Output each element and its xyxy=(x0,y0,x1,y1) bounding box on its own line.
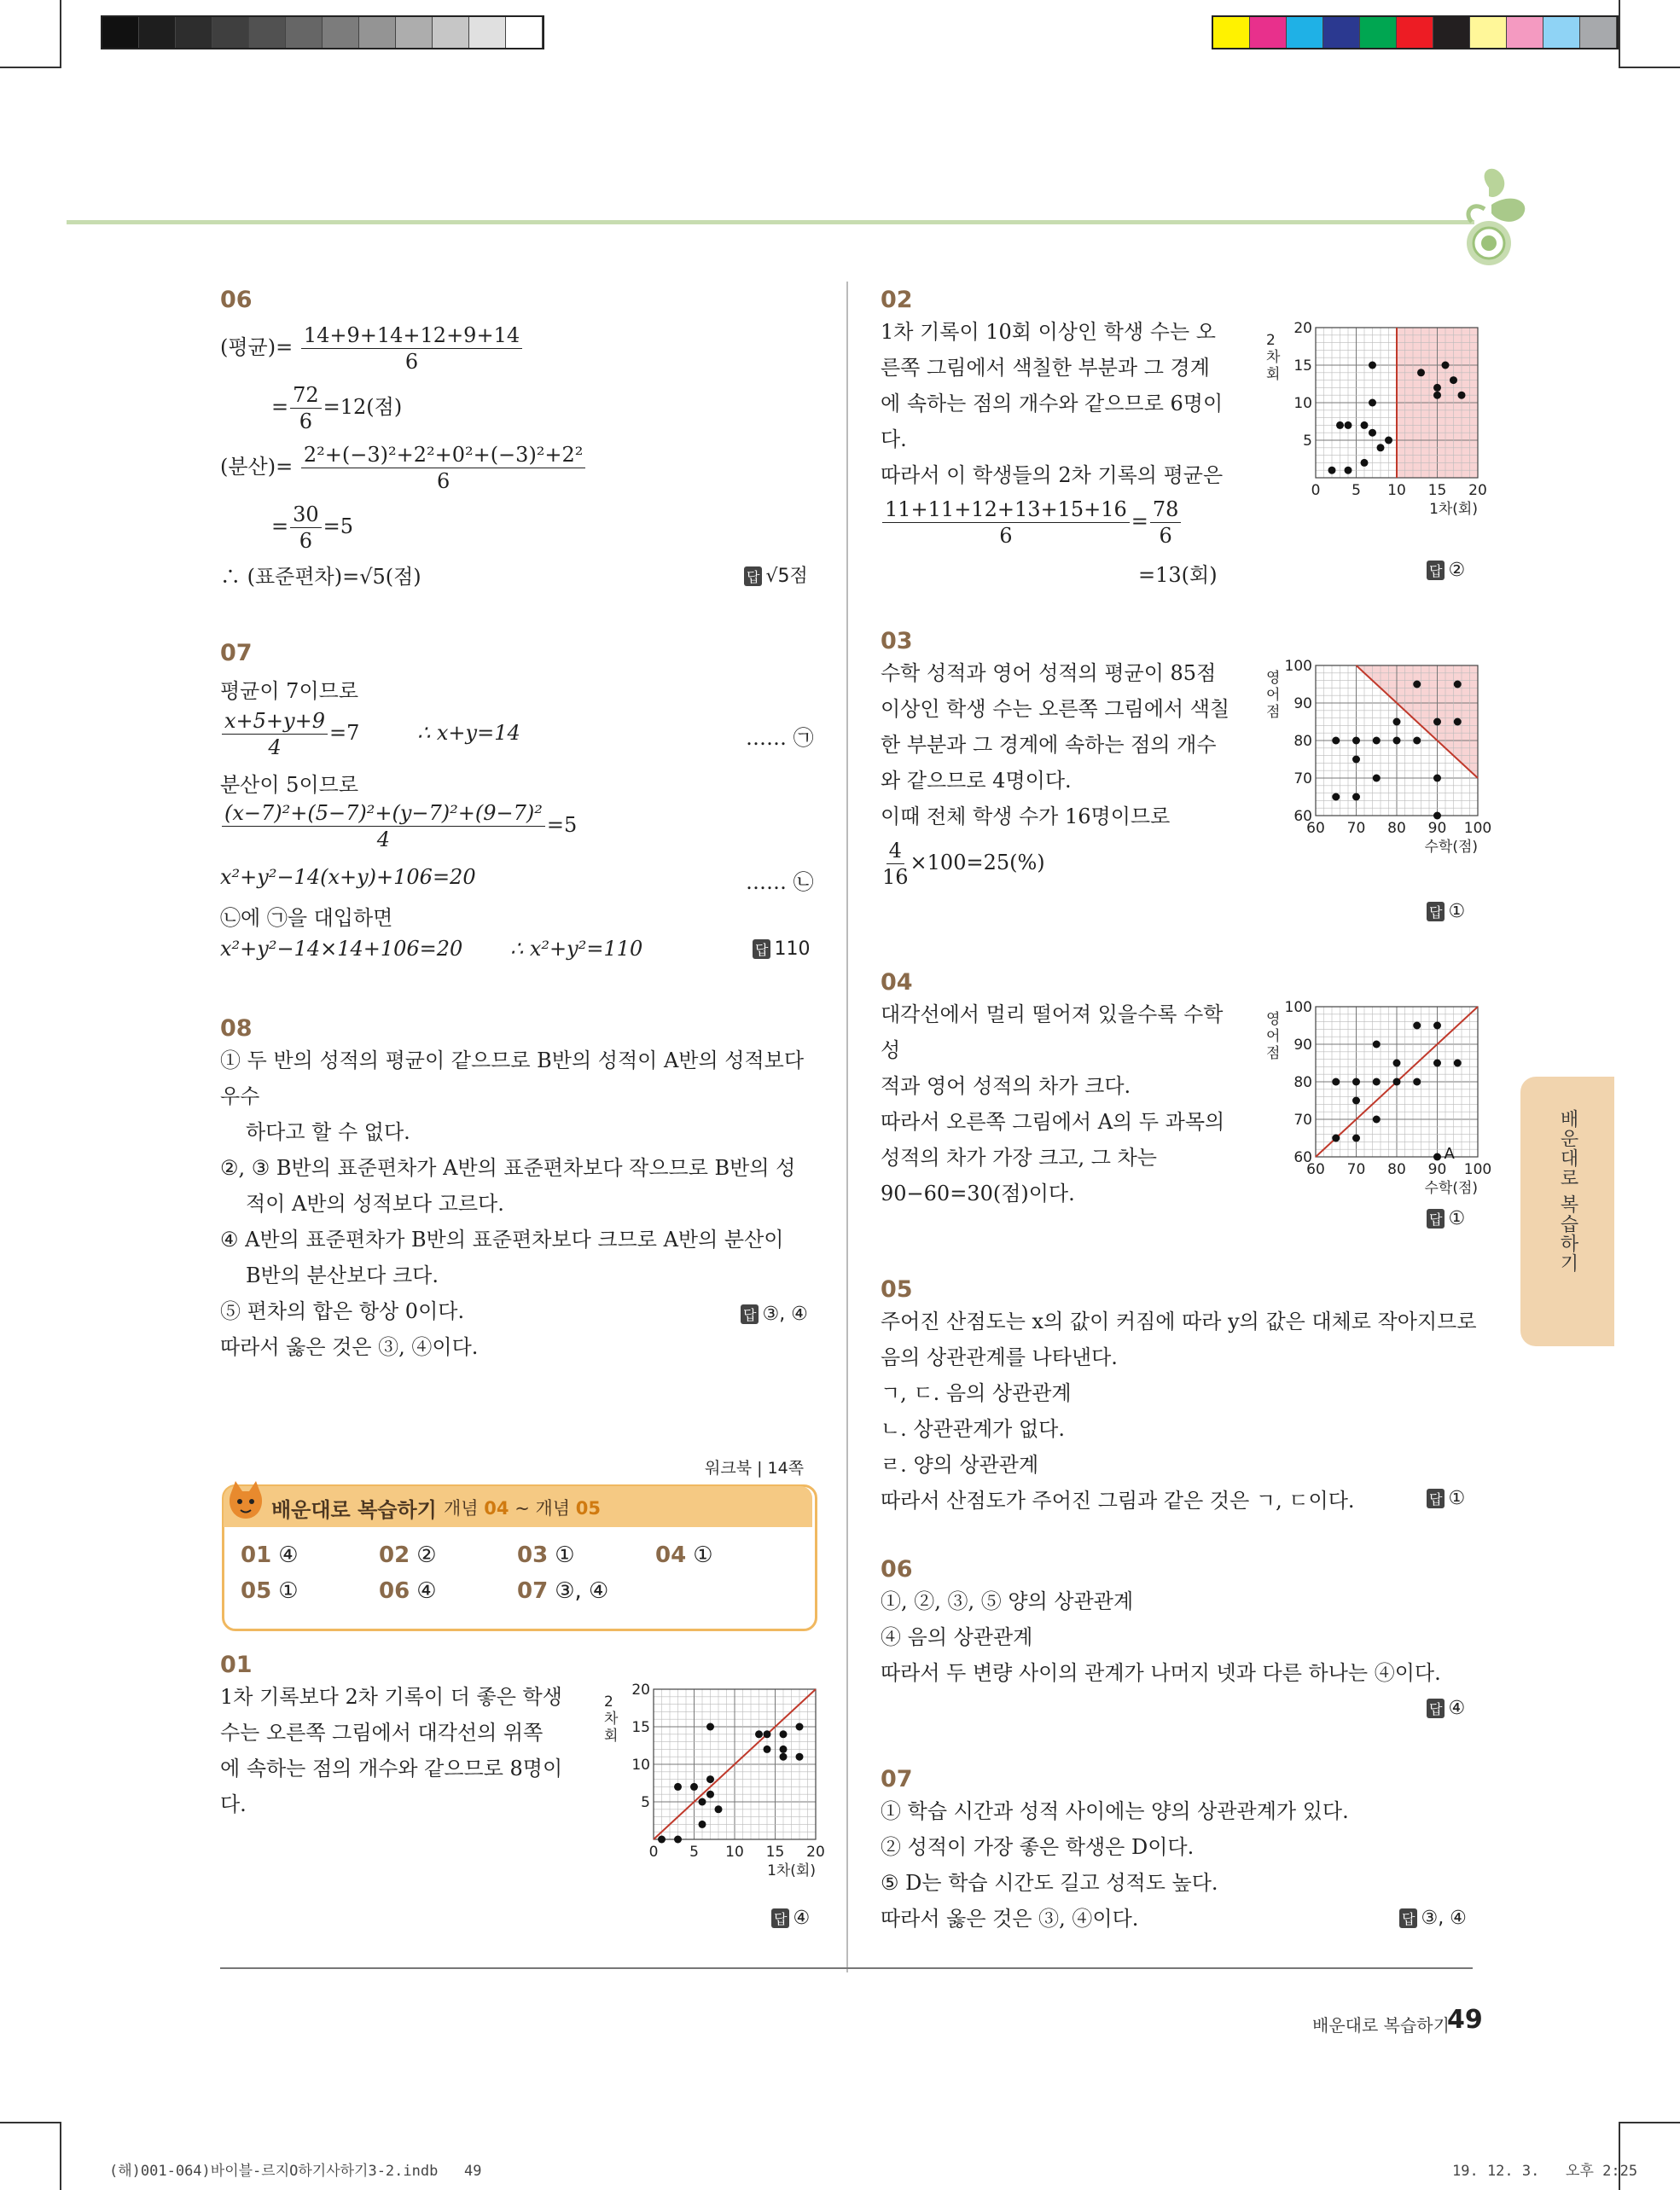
problem-number: 07 xyxy=(881,1766,913,1792)
data-point xyxy=(764,1730,771,1738)
text-line: 따라서 옳은 것은 ③, ④이다. xyxy=(881,1907,1139,1931)
data-point xyxy=(1377,444,1385,451)
data-point xyxy=(1458,392,1466,399)
problem-number: 02 xyxy=(881,287,913,313)
answer-icon: 답 xyxy=(753,939,770,959)
text-line: 다. xyxy=(220,1792,247,1816)
data-point xyxy=(796,1753,804,1761)
data-point xyxy=(1345,467,1352,474)
data-point xyxy=(1373,775,1381,782)
answer: 답 ① xyxy=(1427,1488,1465,1509)
text-line: ⑤ D는 학습 시간도 길고 성적도 높다. xyxy=(881,1871,1218,1895)
answer-icon: 답 xyxy=(741,1304,759,1324)
x-tick-label: 80 xyxy=(1387,820,1406,837)
y-axis-label-char: 점 xyxy=(1266,704,1281,721)
answer-icon: 답 xyxy=(1427,902,1445,921)
x-axis-label: 1차(회) xyxy=(767,1862,816,1879)
y-tick-label: 10 xyxy=(631,1757,650,1774)
data-point xyxy=(1433,392,1441,399)
text-line: ㄹ. 양의 상관관계 xyxy=(881,1453,1039,1477)
data-point xyxy=(1352,737,1360,745)
review-item: 02 ② xyxy=(379,1542,437,1568)
text-line: 따라서 산점도가 주어진 그림과 같은 것은 ㄱ, ㄷ이다. xyxy=(881,1489,1355,1513)
x-tick-label: 15 xyxy=(1427,482,1447,499)
data-point xyxy=(755,1730,763,1738)
text-line: ②, ③ B반의 표준편차가 A반의 표준편차보다 작으므로 B반의 성 xyxy=(220,1156,796,1180)
answer: 답 ④ xyxy=(1427,1698,1465,1719)
y-axis-label xyxy=(1266,1011,1280,1062)
text-line: ⑤ 편차의 합은 항상 0이다. xyxy=(220,1299,465,1323)
x-axis-label: 수학(점) xyxy=(1424,839,1478,856)
header-rule xyxy=(67,220,1474,224)
problem-number: 03 xyxy=(881,628,913,654)
crop-mark xyxy=(0,2122,61,2123)
y-axis-label-char: 2 xyxy=(604,1693,613,1711)
answer-icon: 답 xyxy=(1427,1209,1445,1229)
data-point xyxy=(690,1783,698,1791)
y-tick-label: 70 xyxy=(1293,1112,1312,1129)
data-point xyxy=(764,1746,771,1753)
text-line: 수학 성적과 영어 성적의 평균이 85점 xyxy=(881,661,1217,685)
color-swatch xyxy=(1507,17,1543,48)
y-tick-label: 100 xyxy=(1284,658,1312,675)
data-point xyxy=(1393,1078,1401,1086)
text-line: 적이 A반의 성적보다 고르다. xyxy=(246,1192,504,1216)
data-point xyxy=(1454,1060,1462,1067)
equation-tag: …… ㉡ xyxy=(746,870,814,894)
x-tick-label: 20 xyxy=(1468,482,1487,499)
q07-body xyxy=(881,1793,1478,1937)
x-tick-label: 100 xyxy=(1463,820,1492,837)
text-line: 에 속하는 점의 개수와 같으므로 6명이 xyxy=(881,392,1224,415)
text-line: ① 두 반의 성적의 평균이 같으므로 B반의 성적이 A반의 성적보다 우수 xyxy=(220,1049,805,1108)
color-swatch xyxy=(1360,17,1397,48)
data-point xyxy=(1332,1078,1340,1086)
text-line: 대각선에서 멀리 떨어져 있을수록 수학 성 xyxy=(881,1002,1224,1062)
mean-step: = $\frac{72}{6}$ =12(점) xyxy=(271,383,403,433)
variance-equation: (분산)= $\frac{\text{2²+(−3)²+2²+0²+(−3)²+2²}}{6}$ xyxy=(220,442,587,494)
data-point xyxy=(1352,756,1360,764)
scatter-chart-q01 xyxy=(589,1681,836,1898)
review-item: 06 ④ xyxy=(379,1578,437,1604)
review-item: 04 ① xyxy=(655,1542,713,1568)
color-swatch xyxy=(1397,17,1433,48)
scatter-chart-q04 xyxy=(1251,998,1498,1199)
q01-body xyxy=(220,1679,578,1822)
x-tick-label: 5 xyxy=(689,1844,699,1861)
crop-mark xyxy=(60,0,61,68)
data-point xyxy=(1417,369,1425,376)
data-point xyxy=(1328,467,1336,474)
answer: 답 √5점 xyxy=(744,561,808,588)
text-line: 하다고 할 수 없다. xyxy=(246,1120,410,1144)
data-point xyxy=(1373,1116,1381,1124)
data-point xyxy=(699,1821,706,1828)
result-line: =13(회) xyxy=(1138,563,1218,587)
data-point xyxy=(1369,362,1376,369)
text-line: 적과 영어 성적의 차가 크다. xyxy=(881,1074,1131,1098)
data-point xyxy=(706,1791,714,1798)
text-line: ㉡에 ㉠을 대입하면 xyxy=(220,906,393,930)
x-tick-label: 10 xyxy=(725,1844,744,1861)
data-point xyxy=(699,1798,706,1806)
workbook-ref: 워크북 | 14쪽 xyxy=(705,1459,805,1478)
text-line: 음의 상관관계를 나타낸다. xyxy=(881,1345,1118,1369)
y-axis-label-char: 회 xyxy=(604,1728,619,1745)
y-axis-label-char: 영 xyxy=(1266,670,1281,687)
text-line: 따라서 옳은 것은 ③, ④이다. xyxy=(220,1335,479,1359)
color-swatch xyxy=(396,17,433,48)
answer-icon: 답 xyxy=(1427,1489,1445,1508)
y-tick-label: 80 xyxy=(1293,733,1312,750)
leaf-ornament-icon xyxy=(1442,162,1536,282)
y-axis-label-char: 차 xyxy=(604,1711,619,1728)
color-swatch xyxy=(1250,17,1287,48)
x-tick-label: 90 xyxy=(1427,1161,1447,1178)
text-line: 한 부분과 그 경계에 속하는 점의 개수 xyxy=(881,733,1217,757)
crop-mark xyxy=(0,67,61,68)
fox-mascot-icon xyxy=(224,1478,268,1525)
y-tick-label: 15 xyxy=(1293,357,1312,375)
text-line: 수는 오른쪽 그림에서 대각선의 위쪽 xyxy=(220,1721,544,1745)
y-tick-label: 15 xyxy=(631,1719,650,1736)
text-line: 90−60=30(점)이다. xyxy=(881,1182,1075,1205)
text-line: ㄴ. 상관관계가 없다. xyxy=(881,1417,1065,1441)
problem-number: 05 xyxy=(881,1276,913,1303)
y-axis-label-char: 차 xyxy=(1266,349,1281,366)
q04-body xyxy=(881,996,1247,1211)
data-point xyxy=(1352,1078,1360,1086)
equation-tag: …… ㉠ xyxy=(746,726,814,750)
data-point xyxy=(1433,1060,1441,1067)
crop-mark xyxy=(1619,67,1680,68)
data-point xyxy=(1373,1078,1381,1086)
data-point xyxy=(706,1723,714,1731)
data-point xyxy=(706,1775,714,1783)
review-item: 05 ① xyxy=(241,1578,299,1604)
crop-mark xyxy=(60,2122,61,2190)
y-tick-label: 60 xyxy=(1293,808,1312,825)
x-tick-label: 100 xyxy=(1463,1161,1492,1178)
data-point xyxy=(1393,1060,1401,1067)
color-swatch xyxy=(1433,17,1470,48)
file-info: (해)001-064)바이블-르지O하기사하기3-2.indb 49 xyxy=(109,2163,482,2180)
text-line: 성적의 차가 가장 크고, 그 차는 xyxy=(881,1146,1157,1170)
text-line: B반의 분산보다 크다. xyxy=(246,1263,439,1287)
text-line: ② 성적이 가장 좋은 학생은 D이다. xyxy=(881,1835,1195,1859)
text-line: 이상인 학생 수는 오른쪽 그림에서 색칠 xyxy=(881,697,1230,721)
data-point xyxy=(1393,718,1401,726)
q03-body xyxy=(881,655,1247,834)
color-swatch xyxy=(212,17,249,48)
x-tick-label: 5 xyxy=(1352,482,1361,499)
review-item: 03 ① xyxy=(517,1542,575,1568)
crop-mark xyxy=(1619,0,1620,68)
scatter-chart-q02 xyxy=(1251,319,1498,537)
y-tick-label: 20 xyxy=(631,1682,650,1699)
data-point xyxy=(1413,1078,1421,1086)
review-item: 01 ④ xyxy=(241,1542,299,1568)
column-divider xyxy=(846,282,848,1972)
x-axis-label: 1차(회) xyxy=(1429,501,1478,518)
text-line: ①, ②, ③, ⑤ 양의 상관관계 xyxy=(881,1589,1134,1613)
data-point xyxy=(780,1730,788,1738)
color-swatch xyxy=(1580,17,1617,48)
y-axis-label-char: 어 xyxy=(1266,1028,1281,1045)
point-label: A xyxy=(1444,1145,1455,1163)
color-swatch xyxy=(1287,17,1323,48)
text-line: ④ A반의 표준편차가 B반의 표준편차보다 크므로 A반의 분산이 xyxy=(220,1228,784,1252)
y-tick-label: 80 xyxy=(1293,1074,1312,1091)
answer: 답 ① xyxy=(1427,1208,1465,1229)
text-line: 따라서 오른쪽 그림에서 A의 두 과목의 xyxy=(881,1110,1225,1134)
y-tick-label: 90 xyxy=(1293,1037,1312,1054)
y-axis-label-char: 영 xyxy=(1266,1011,1281,1028)
bottom-rule xyxy=(220,1967,1473,1969)
data-point xyxy=(1385,437,1392,444)
color-swatch xyxy=(433,17,469,48)
x-tick-label: 0 xyxy=(648,1844,659,1861)
process-color-bar xyxy=(1212,15,1619,49)
data-point xyxy=(796,1723,804,1731)
color-swatch xyxy=(176,17,212,48)
text-line: ㄱ, ㄷ. 음의 상관관계 xyxy=(881,1381,1072,1405)
equation: ∴ x²+y²=110 xyxy=(510,937,643,961)
x-axis-label: 수학(점) xyxy=(1424,1180,1478,1197)
text-line: 에 속하는 점의 개수와 같으므로 8명이 xyxy=(220,1757,563,1780)
answer-icon: 답 xyxy=(1427,561,1445,580)
y-tick-label: 70 xyxy=(1293,770,1312,787)
q05-body xyxy=(881,1304,1478,1519)
data-point xyxy=(1433,775,1441,782)
data-point xyxy=(1413,1022,1421,1030)
problem-number: 04 xyxy=(881,969,913,996)
y-axis-label-char: 점 xyxy=(1266,1045,1281,1062)
color-swatch xyxy=(1470,17,1507,48)
answer-icon: 답 xyxy=(1399,1908,1417,1928)
equation: x²+y²−14(x+y)+106=20 xyxy=(220,865,476,889)
x-tick-label: 80 xyxy=(1387,1161,1406,1178)
text-line: 와 같으므로 4명이다. xyxy=(881,769,1072,793)
y-tick-label: 90 xyxy=(1293,695,1312,712)
answer: 답 110 xyxy=(753,938,810,960)
scatter-chart-q03 xyxy=(1251,657,1498,857)
review-title: 배운대로 복습하기 xyxy=(271,1498,437,1522)
text-line: 따라서 이 학생들의 2차 기록의 평균은 xyxy=(881,463,1224,487)
data-point xyxy=(1332,1135,1340,1142)
answer-icon: 답 xyxy=(744,566,762,586)
text-line: 다. xyxy=(881,427,907,451)
x-tick-label: 70 xyxy=(1346,820,1366,837)
problem-number: 06 xyxy=(220,287,253,313)
data-point xyxy=(1332,793,1340,801)
data-point xyxy=(1442,362,1450,369)
crop-mark xyxy=(1619,2122,1680,2123)
variance-equation: $\frac{\text{(x−7)²+(5−7)²+(y−7)²+(9−7)²}}{4}$ =5 xyxy=(220,800,577,852)
y-tick-label: 10 xyxy=(1293,395,1312,412)
text-line: 1차 기록보다 2차 기록이 더 좋은 학생 xyxy=(220,1685,562,1709)
data-point xyxy=(1433,1022,1441,1030)
y-tick-label: 5 xyxy=(641,1794,650,1811)
color-swatch xyxy=(249,17,286,48)
variance-step: = $\frac{30}{6}$ =5 xyxy=(271,502,354,553)
data-point xyxy=(1433,812,1441,820)
data-point xyxy=(780,1746,788,1753)
data-point xyxy=(1345,421,1352,429)
side-tab: 배운대로 복습하기 xyxy=(1520,1077,1614,1346)
data-point xyxy=(1336,421,1344,429)
data-point xyxy=(1369,399,1376,407)
gray-color-bar xyxy=(101,15,544,49)
text-line: ④ 음의 상관관계 xyxy=(881,1625,1033,1649)
x-tick-label: 15 xyxy=(765,1844,785,1861)
text-line: 주어진 산점도는 x의 값이 커짐에 따라 y의 값은 대체로 작아지므로 xyxy=(881,1310,1477,1333)
mean-equation: (평균)= $\frac{14+9+14+12+9+14}{6}$ xyxy=(220,322,524,375)
data-point xyxy=(1361,459,1369,467)
x-tick-label: 60 xyxy=(1306,1161,1325,1178)
equation: x²+y²−14×14+106=20 xyxy=(220,937,463,961)
y-axis-label xyxy=(1266,670,1280,721)
data-point xyxy=(1373,1041,1381,1049)
data-point xyxy=(1433,384,1441,392)
x-tick-label: 90 xyxy=(1427,820,1447,837)
color-swatch xyxy=(139,17,176,48)
x-tick-label: 10 xyxy=(1387,482,1406,499)
data-point xyxy=(1393,737,1401,745)
data-point xyxy=(1413,681,1421,688)
data-point xyxy=(715,1805,723,1813)
page-number: 49 xyxy=(1447,2005,1483,2035)
problem-number: 08 xyxy=(220,1015,253,1042)
mean-equation: $\frac{x+5+y+9}{4}$ =7 ∴ x+y=14 xyxy=(220,708,520,760)
x-tick-label: 0 xyxy=(1311,482,1321,499)
y-axis-label-char: 어 xyxy=(1266,687,1281,704)
y-axis-label xyxy=(1266,332,1281,383)
answer: 답 ② xyxy=(1427,560,1465,581)
mean-equation: $\frac{11+11+12+13+15+16}{6}$ = $\frac{78}{6}$ xyxy=(881,497,1183,549)
problem-number: 07 xyxy=(220,640,253,666)
y-axis-label xyxy=(604,1693,619,1745)
answer: 답 ④ xyxy=(771,1908,810,1929)
data-point xyxy=(1352,1097,1360,1105)
data-point xyxy=(1352,1135,1360,1142)
color-swatch xyxy=(1323,17,1360,48)
text-line: 1차 기록이 10회 이상인 학생 수는 오 xyxy=(881,320,1216,344)
color-swatch xyxy=(469,17,506,48)
data-point xyxy=(1352,793,1360,801)
data-point xyxy=(1454,718,1462,726)
crop-mark xyxy=(1619,2122,1620,2190)
data-point xyxy=(1332,737,1340,745)
y-tick-label: 5 xyxy=(1303,433,1312,450)
data-point xyxy=(1413,737,1421,745)
problem-number: 06 xyxy=(881,1556,913,1583)
data-point xyxy=(674,1836,682,1844)
color-swatch xyxy=(102,17,139,48)
q08-body xyxy=(220,1043,817,1365)
y-tick-label: 100 xyxy=(1284,999,1312,1016)
data-point xyxy=(674,1783,682,1791)
y-tick-label: 60 xyxy=(1293,1149,1312,1166)
text-line: 따라서 두 변량 사이의 관계가 나머지 넷과 다른 하나는 ④이다. xyxy=(881,1661,1441,1685)
x-tick-label: 70 xyxy=(1346,1161,1366,1178)
review-item: 07 ③, ④ xyxy=(517,1578,609,1604)
answer-icon: 답 xyxy=(771,1908,789,1928)
y-axis-label-char: 회 xyxy=(1266,366,1281,383)
data-point xyxy=(1373,737,1381,745)
text-line: 이때 전체 학생 수가 16명이므로 xyxy=(881,805,1171,828)
color-swatch xyxy=(286,17,323,48)
text-line: 평균이 7이므로 xyxy=(220,679,359,703)
color-swatch xyxy=(323,17,359,48)
answer: 답 ③, ④ xyxy=(1399,1908,1467,1929)
x-tick-label: 20 xyxy=(806,1844,825,1861)
color-swatch xyxy=(1543,17,1580,48)
data-point xyxy=(1361,421,1369,429)
data-point xyxy=(1433,1153,1441,1161)
data-point xyxy=(1454,681,1462,688)
problem-number: 01 xyxy=(220,1652,253,1678)
y-tick-label: 20 xyxy=(1293,320,1312,337)
footer-label: 배운대로 복습하기 xyxy=(1312,2015,1450,2036)
answer: 답 ① xyxy=(1427,901,1465,922)
color-swatch xyxy=(1213,17,1250,48)
data-point xyxy=(1433,718,1441,726)
q06-body xyxy=(881,1583,1478,1691)
review-concepts: 개념 04 ~ 개념 05 xyxy=(444,1498,601,1519)
timestamp: 19. 12. 3. 오후 2:25 xyxy=(1452,2163,1638,2180)
color-swatch xyxy=(506,17,543,48)
data-point xyxy=(780,1753,788,1761)
data-point xyxy=(658,1836,666,1844)
sd-line: ∴ (표준편차)=√5(점) xyxy=(220,565,421,589)
y-axis-label-char: 2 xyxy=(1266,332,1276,349)
answer-icon: 답 xyxy=(1427,1699,1445,1718)
percent-equation: $\frac{4}{16}$ ×100=25(%) xyxy=(882,839,1045,889)
x-tick-label: 60 xyxy=(1306,820,1325,837)
data-point xyxy=(1450,376,1457,384)
data-point xyxy=(1369,429,1376,437)
color-swatch xyxy=(359,17,396,48)
text-line: ① 학습 시간과 성적 사이에는 양의 상관관계가 있다. xyxy=(881,1799,1349,1823)
q02-body xyxy=(881,314,1239,493)
text-line: 른쪽 그림에서 색칠한 부분과 그 경계 xyxy=(881,356,1210,380)
answer: 답 ③, ④ xyxy=(741,1304,808,1325)
text-line: 분산이 5이므로 xyxy=(220,773,359,797)
